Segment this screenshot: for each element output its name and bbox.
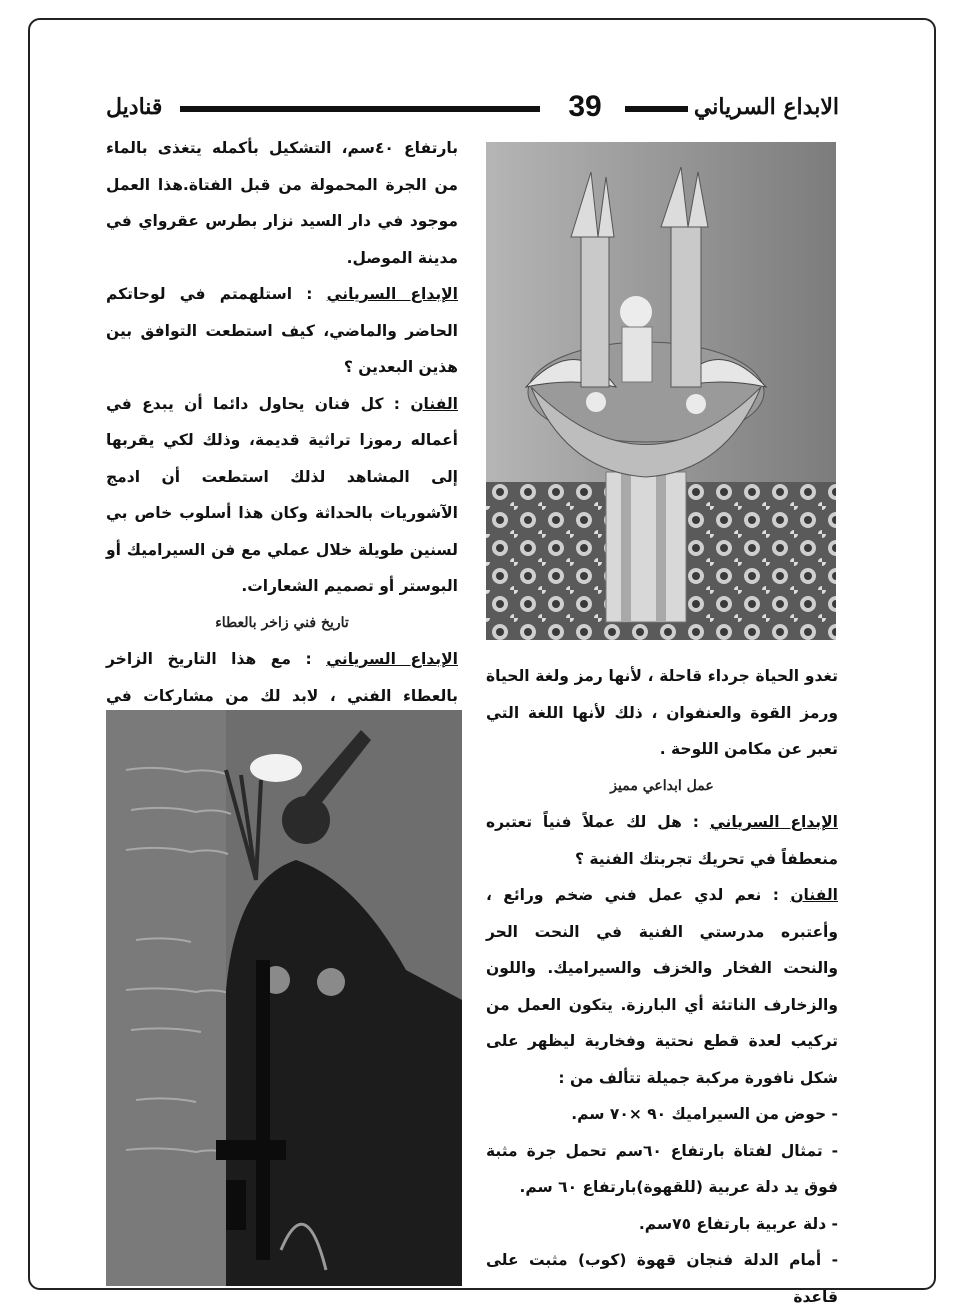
artist-label: الفنان bbox=[410, 394, 458, 413]
list-item: - دلة عربية بارتفاع ٧٥سم. bbox=[638, 1214, 838, 1233]
artist-label: الفنان bbox=[790, 886, 838, 904]
list-item: - أمام الدلة فنجان قهوة (كوب) مثبت على قاعدة bbox=[486, 1251, 838, 1306]
answer-paragraph: الفنان : نعم لدي عمل فني ضخم ورائع ، وأعتبره مدرستي الفنية في النحت الحر والنحت الفخار والخزف والسيراميك. واللون والزخارف الناتئة أي البارزة. يتكون العمل من تركيب لعدة قطع نحتية وفخارية ليظهر على شكل نافورة مركبة جميلة تتألف من : bbox=[486, 886, 838, 1087]
header-rule-left bbox=[180, 106, 540, 112]
interviewer-label: الإبداع السرياني bbox=[326, 650, 458, 668]
question-paragraph: الإبداع السرياني : مع هذا التاريخ الزاخر بالعطاء الفني ، لابد لك من مشاركات في bbox=[106, 650, 458, 705]
list-item: - تمثال لفتاة بارتفاع ٦٠سم تحمل جرة مثبة فوق يد دلة عربية (للقهوة)بارتفاع ٦٠ سم. bbox=[486, 1141, 838, 1196]
page-header bbox=[100, 92, 845, 126]
poster-artwork-photo bbox=[106, 710, 462, 1286]
fountain-sculpture-photo bbox=[486, 142, 836, 640]
subheading: عمل ابداعي مميز bbox=[610, 777, 714, 794]
interviewer-label: الإبداع السرياني bbox=[326, 285, 458, 303]
list-item: - حوض من السيراميك ٩٠ ×٧٠ سم. bbox=[571, 1105, 838, 1123]
paragraph: تغدو الحياة جرداء قاحلة ، لأنها رمز ولغة الحياة ورمز القوة والعنفوان ، ذلك لأنها اللغة التي تعبر عن مكامن اللوحة . bbox=[486, 667, 838, 758]
page-number: 39 bbox=[555, 90, 615, 124]
left-column-text bbox=[106, 130, 458, 751]
fountain-sculpture-image bbox=[486, 142, 836, 640]
answer-paragraph: الفنان : كل فنان يحاول دائما أن يبدع في أعماله رموزا تراثية قديمة، وذلك لكي يقربها إلى المشاهد لذلك استطعت أن ادمج الآشوريات بالحداثة وكان هذا أسلوب خاص بي لسنين طويلة خلال عملي مع فن السيراميك أو البوستر أو تصميم الشعارات. bbox=[106, 394, 458, 595]
poster-artwork-image bbox=[106, 710, 462, 1286]
right-column-text bbox=[486, 658, 838, 1315]
question-paragraph: الإبداع السرياني : استلهمتم في لوحاتكم الحاضر والماضي، كيف استطعت التوافق بين هذين البعدين ؟ bbox=[106, 285, 458, 376]
subheading: تاريخ فني زاخر بالعطاء bbox=[215, 614, 349, 631]
section-name: قناديل bbox=[100, 94, 168, 120]
interviewer-label: الإبداع السرياني bbox=[709, 813, 838, 831]
paragraph: بارتفاع ٤٠سم، التشكيل بأكمله يتغذى بالماء من الجرة المحمولة من قبل الفتاة.هذا العمل موجود في دار السيد نزار بطرس عقرواي في مدينة الموصل. bbox=[106, 139, 459, 267]
question-paragraph: الإبداع السرياني : هل لك عملاً فنياً تعتبره منعطفاً في تحريك تجربتك الفنية ؟ bbox=[486, 813, 838, 868]
magazine-name: الابداع السرياني bbox=[688, 94, 845, 120]
